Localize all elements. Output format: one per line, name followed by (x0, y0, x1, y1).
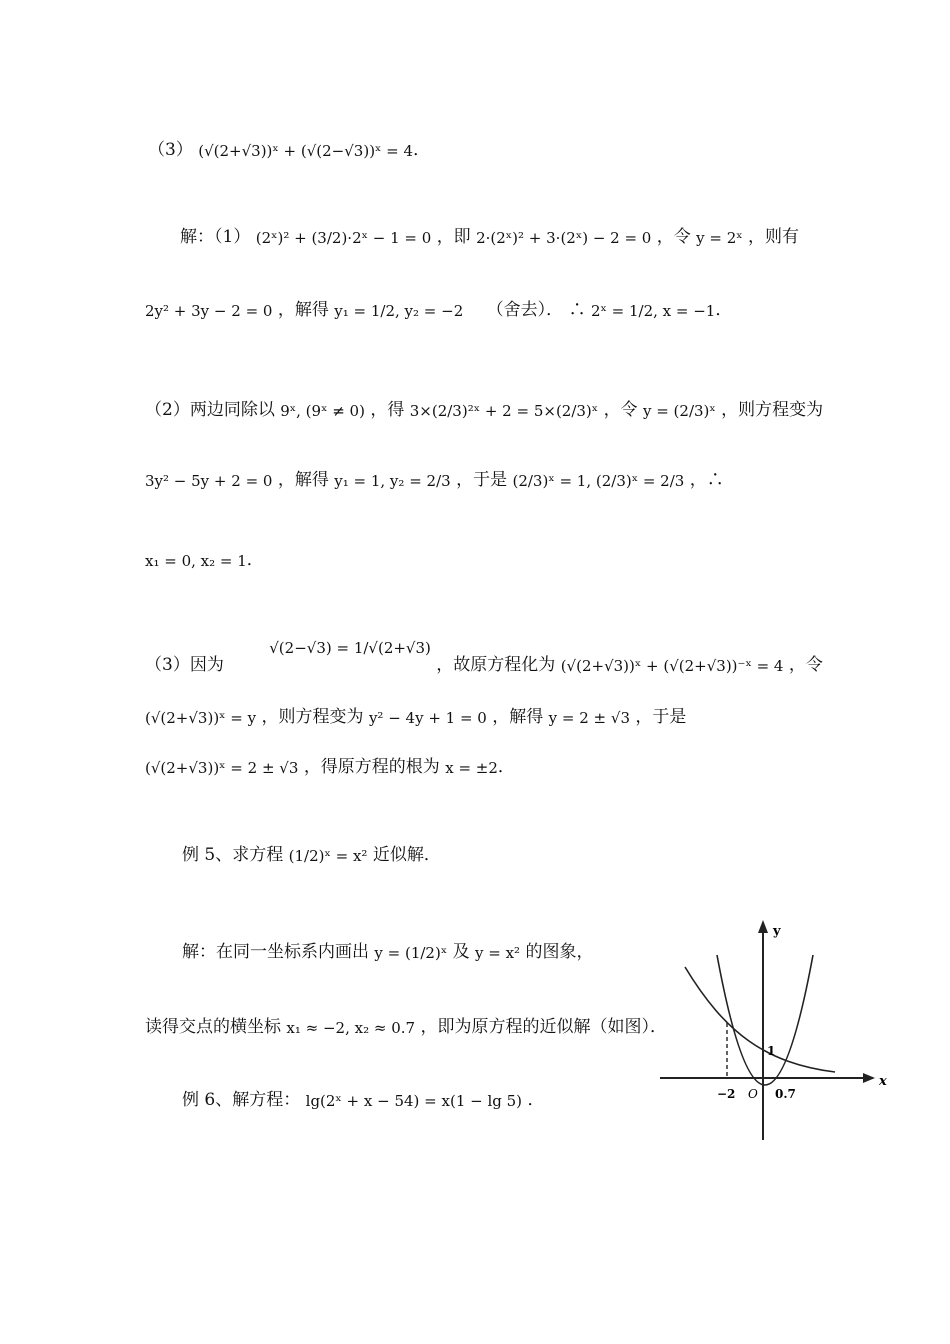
part3-statement: （3） (√(2+√3))ˣ + (√(2−√3))ˣ = 4． (148, 140, 431, 160)
label: 解：（1） (180, 227, 251, 247)
solution5-result (145, 1012, 667, 1037)
text: ，解得 (492, 707, 544, 727)
equation: (1/2)ˣ = x² (288, 846, 368, 865)
text: 读得交点的横坐标 (145, 1017, 281, 1037)
equation: (√(2+√3))ˣ = 2 ± √3 (145, 758, 299, 777)
therefore: ，∴ (689, 470, 724, 490)
part3-result: (√(2+√3))ˣ = 2 ± √3 ，得原方程的根为 x = ±2． (145, 757, 515, 777)
point-label-1: 1 (767, 1044, 776, 1058)
parabola-curve (717, 955, 813, 1085)
text: ，得原方程的根为 (303, 757, 440, 777)
part3-substitution (145, 702, 686, 727)
equation: y² − 4y + 1 = 0 (368, 708, 487, 727)
equation: 2·(2ˣ)² + 3·(2ˣ) − 2 = 0 (476, 228, 652, 247)
therefore: ∴ (568, 300, 586, 320)
tick-label-07: 0.7 (775, 1087, 796, 1101)
equation: y₁ = 1/2, y₂ = −2 (334, 301, 464, 320)
equation: (√(2+√3))ˣ + (√(2+√3))⁻ˣ = 4 (560, 656, 784, 675)
text: ． (527, 1090, 545, 1110)
text: 例 6、解方程： (182, 1090, 301, 1110)
equation: y₁ = 1, y₂ = 2/3 (334, 471, 451, 490)
text: ，即为原方程的近似解（如图）． (420, 1017, 667, 1037)
x-axis-arrow (863, 1073, 875, 1083)
part2-line (145, 395, 823, 420)
text: ，故原方程化为 (436, 655, 556, 675)
text: ，于是 (635, 707, 687, 727)
text: ，令 (788, 655, 823, 675)
equation: y = x² (475, 943, 521, 962)
example5 (182, 840, 441, 865)
x-axis-label: x (879, 1074, 887, 1089)
example6 (182, 1085, 544, 1110)
equation: x₁ = 0, x₂ = 1 (145, 551, 247, 570)
origin-label: O (748, 1087, 758, 1101)
text: 例 5、求方程 (182, 845, 284, 865)
text: ，则方程变为 (261, 707, 364, 727)
equation: (√(2+√3))ˣ + (√(2−√3))ˣ = 4 (198, 141, 414, 160)
text: 解：在同一坐标系内画出 (182, 942, 369, 962)
equation: x₁ ≈ −2, x₂ ≈ 0.7 (286, 1018, 416, 1037)
equation: (2/3)ˣ = 1, (2/3)ˣ = 2/3 (512, 471, 685, 490)
text: 的图象， (525, 942, 594, 962)
solution5 (182, 937, 593, 962)
equation: 3×(2/3)²ˣ + 2 = 5×(2/3)ˣ (409, 401, 599, 420)
text: ，于是 (456, 470, 508, 490)
text: （3）因为 (145, 655, 224, 675)
equation: 2ˣ = 1/2, x = −1 (590, 301, 716, 320)
solution-1-roots: 2y² + 3y − 2 = 0 ，解得 y₁ = 1/2, y₂ = −2 （舍去）． ∴ 2ˣ = 1/2, x = −1． (145, 300, 733, 320)
text: ，令 (656, 227, 691, 247)
equation: 9ˣ, (9ˣ ≠ 0) (280, 401, 365, 420)
equation: y = (1/2)ˣ (374, 943, 448, 962)
tick-label-neg2: −2 (717, 1087, 736, 1101)
text: ，则有 (748, 227, 800, 247)
equation: √(2−√3) = 1/√(2+√3) (269, 638, 431, 657)
y-axis-label: y (773, 924, 781, 939)
equation: lg(2ˣ + x − 54) = x(1 − lg 5) (305, 1091, 523, 1110)
y-axis-arrow (758, 920, 768, 933)
equation: 3y² − 5y + 2 = 0 (145, 471, 273, 490)
equation: y = 2ˣ (696, 228, 743, 247)
text: ，得 (370, 400, 405, 420)
equation: (√(2+√3))ˣ = y (145, 708, 257, 727)
text: ，令 (603, 400, 638, 420)
equation: x = ±2 (445, 758, 498, 777)
exponential-curve (685, 967, 835, 1072)
text: 近似解． (372, 845, 441, 865)
equation: (2ˣ)² + (3/2)·2ˣ − 1 = 0 (255, 228, 432, 247)
label: （3） (148, 140, 193, 160)
text: （2）两边同除以 (145, 400, 275, 420)
text: 及 (452, 942, 470, 962)
part2-roots (145, 465, 724, 490)
text: ，解得 (277, 300, 329, 320)
text: （舍去）． (486, 300, 564, 320)
part3-solution (145, 638, 823, 675)
text: ，解得 (277, 470, 329, 490)
function-graph (655, 915, 895, 1145)
part2-result: x₁ = 0, x₂ = 1． (145, 550, 264, 570)
equation: y = 2 ± √3 (548, 708, 630, 727)
text: ，即 (436, 227, 471, 247)
text: ，则方程变为 (721, 400, 824, 420)
equation: 2y² + 3y − 2 = 0 (145, 301, 273, 320)
equation: y = (2/3)ˣ (642, 401, 716, 420)
solution-1-line (180, 222, 799, 247)
